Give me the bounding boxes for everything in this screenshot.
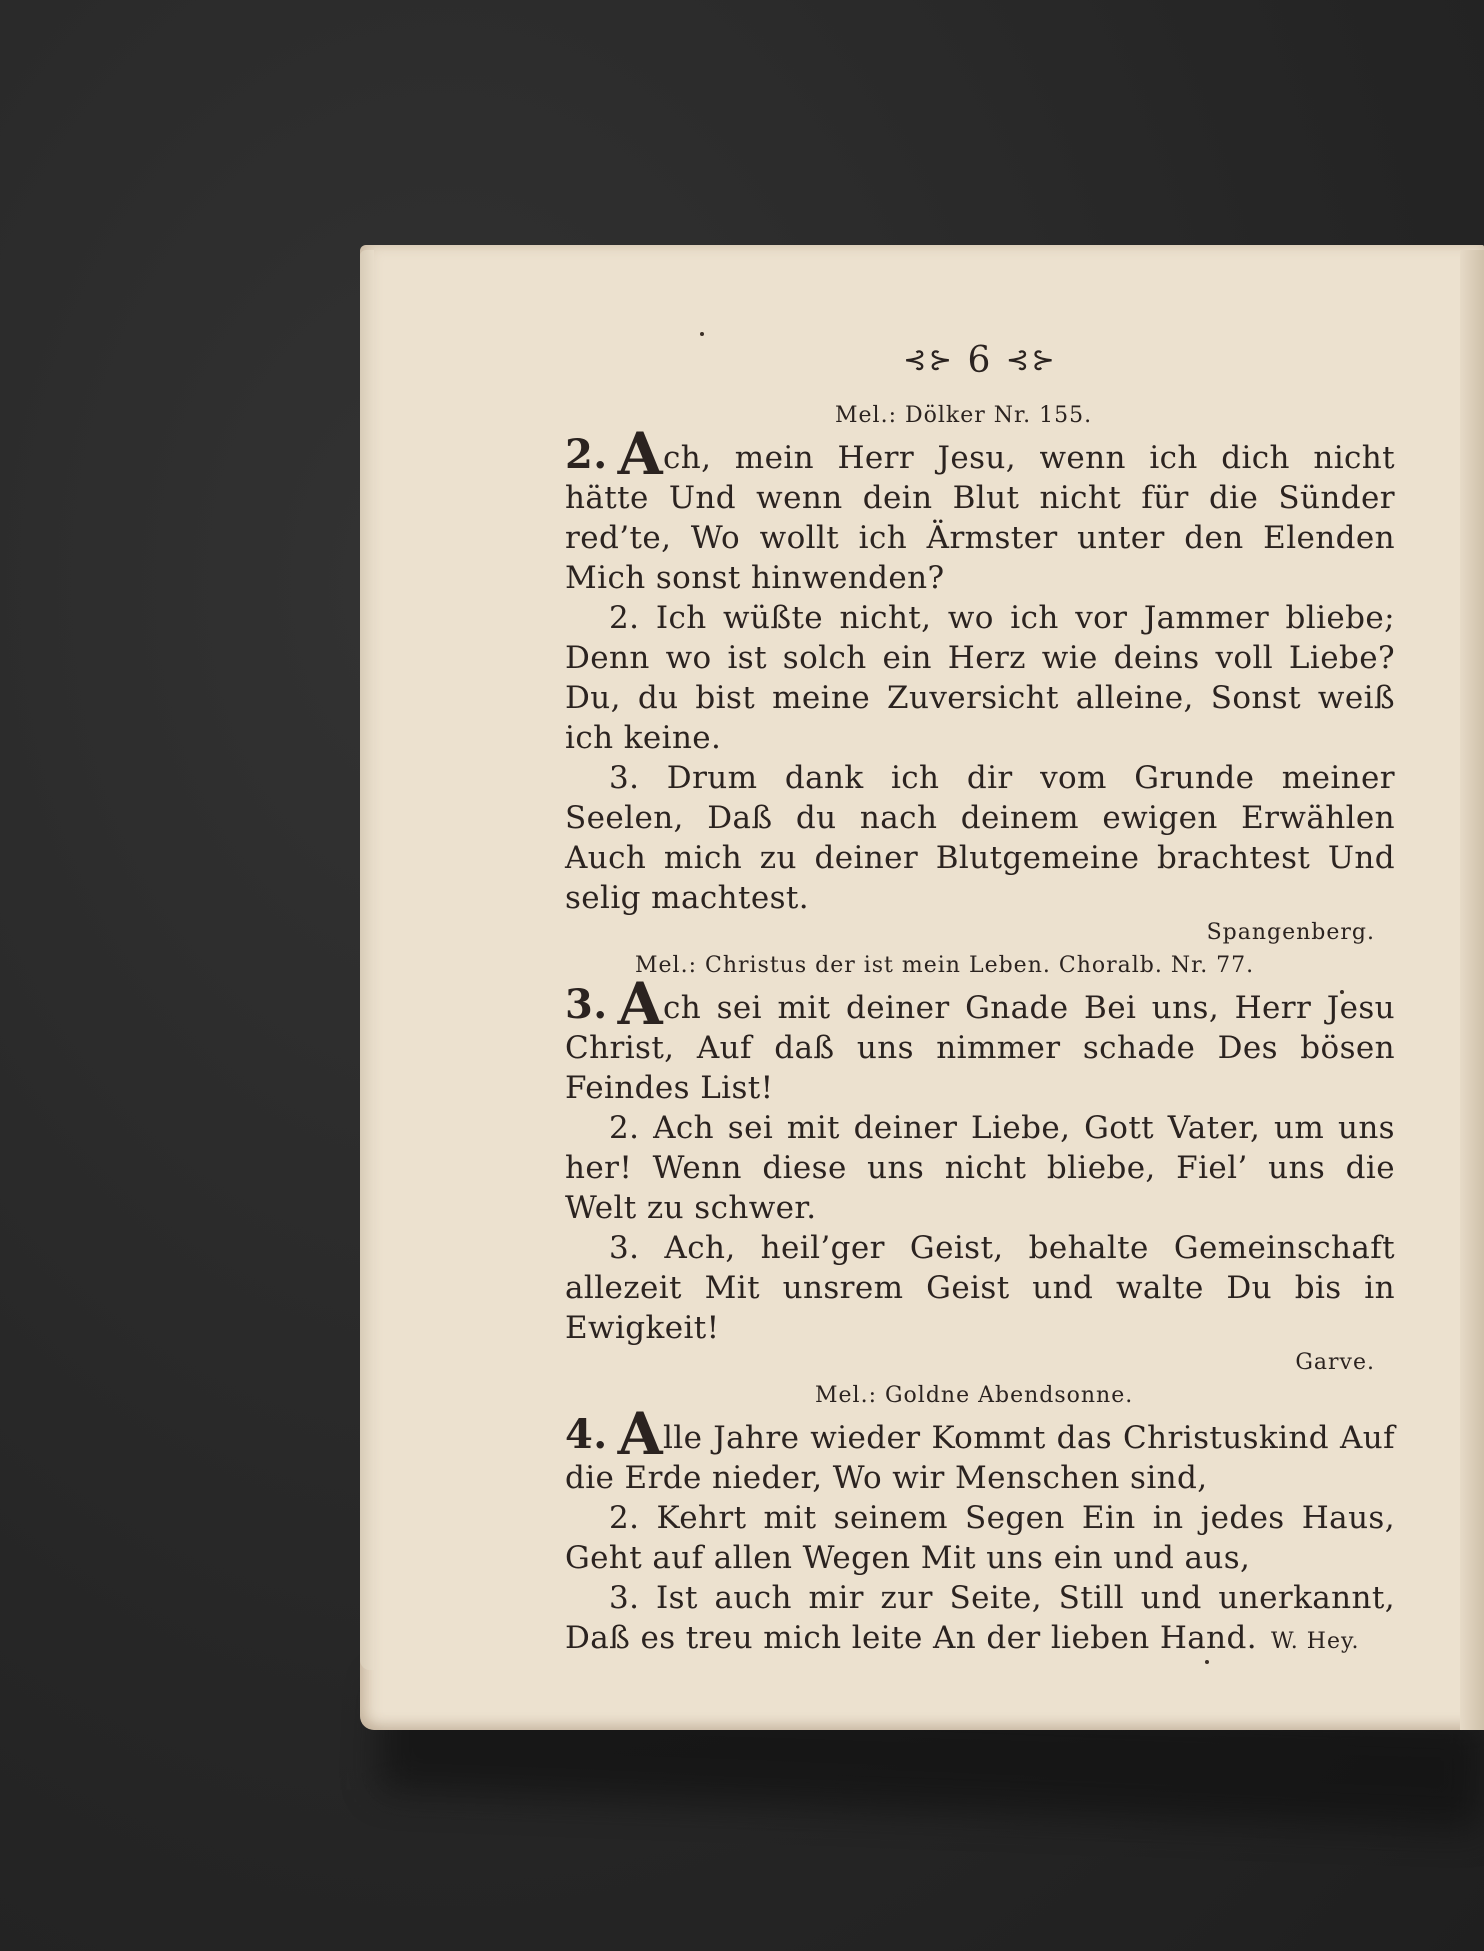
page-left-edge xyxy=(360,250,374,1670)
verse: 3. Ach, heil’ger Geist, behalte Gemeinschaft allezeit Mit unsrem Geist und walte Du bis in Ewigkeit! xyxy=(565,1230,1395,1346)
page-header xyxy=(565,340,1395,381)
verse xyxy=(565,1578,1395,1662)
hymn-first-verse xyxy=(565,1400,1395,1498)
page-number: 6 xyxy=(967,340,993,381)
page-right-edge xyxy=(1460,250,1484,1730)
verse-text: ch sei mit deiner Gnade Bei uns, Herr Jesu Christ, Auf daß uns nimmer schade Des bösen Feindes List! xyxy=(565,990,1395,1106)
hymn-author: Garve. xyxy=(1295,1350,1375,1375)
verse: 2. Ich wüßte nicht, wo ich vor Jammer bliebe; Denn wo ist solch ein Herz wie deins voll Liebe? Du, du bist meine Zuversicht alleine, Sonst weiß ich keine. xyxy=(565,600,1395,756)
verse-text: ch, mein Herr Jesu, wenn ich dich nicht hätte Und wenn dein Blut nicht für die Sünder red’te, Wo wollt ich Ärmster unter den Elenden Mich sonst hinwenden? xyxy=(565,440,1395,596)
verse: 2. Ach sei mit deiner Liebe, Gott Vater, um uns her! Wenn diese uns nicht bliebe, Fiel’ uns die Welt zu schwer. xyxy=(565,1110,1395,1226)
hymn-number: 3. xyxy=(565,981,608,1028)
hymn-number: 4. xyxy=(565,1411,608,1458)
hymn-first-verse xyxy=(565,420,1395,598)
verse-text: 3. Ist auch mir zur Seite, Still und unerkannt, Daß es treu mich leite An der lieben Hand. xyxy=(565,1580,1395,1656)
hymn-number: 2. xyxy=(565,431,608,478)
verse-text: lle Jahre wieder Kommt das Christuskind Auf die Erde nieder, Wo wir Menschen sind, xyxy=(565,1420,1395,1496)
melody-line: Mel.: Dölker Nr. 155. xyxy=(835,403,1093,428)
ornament-right-icon: ⊰⊱ xyxy=(1005,343,1057,376)
melody-line: Mel.: Christus der ist mein Leben. Choralb. Nr. 77. xyxy=(635,953,1255,978)
initial-letter: A xyxy=(617,420,663,488)
verse: 3. Drum dank ich dir vom Grunde meiner Seelen, Daß du nach deinem ewigen Erwählen Auch mich zu deiner Blutgemeine brachtest Und selig machtest. xyxy=(565,760,1395,916)
paper-speck xyxy=(700,332,704,336)
initial-letter: A xyxy=(617,970,663,1038)
page-content xyxy=(565,340,1395,1662)
ornament-left-icon: ⊰⊱ xyxy=(903,343,955,376)
melody-line: Mel.: Goldne Abendsonne. xyxy=(815,1383,1134,1408)
initial-letter: A xyxy=(617,1400,663,1468)
hymn-author: W. Hey. xyxy=(1271,1629,1360,1654)
hymn-author: Spangenberg. xyxy=(1206,920,1375,945)
verse: 2. Kehrt mit seinem Segen Ein in jedes Haus, Geht auf allen Wegen Mit uns ein und aus, xyxy=(565,1500,1395,1576)
hymn-first-verse xyxy=(565,970,1395,1108)
